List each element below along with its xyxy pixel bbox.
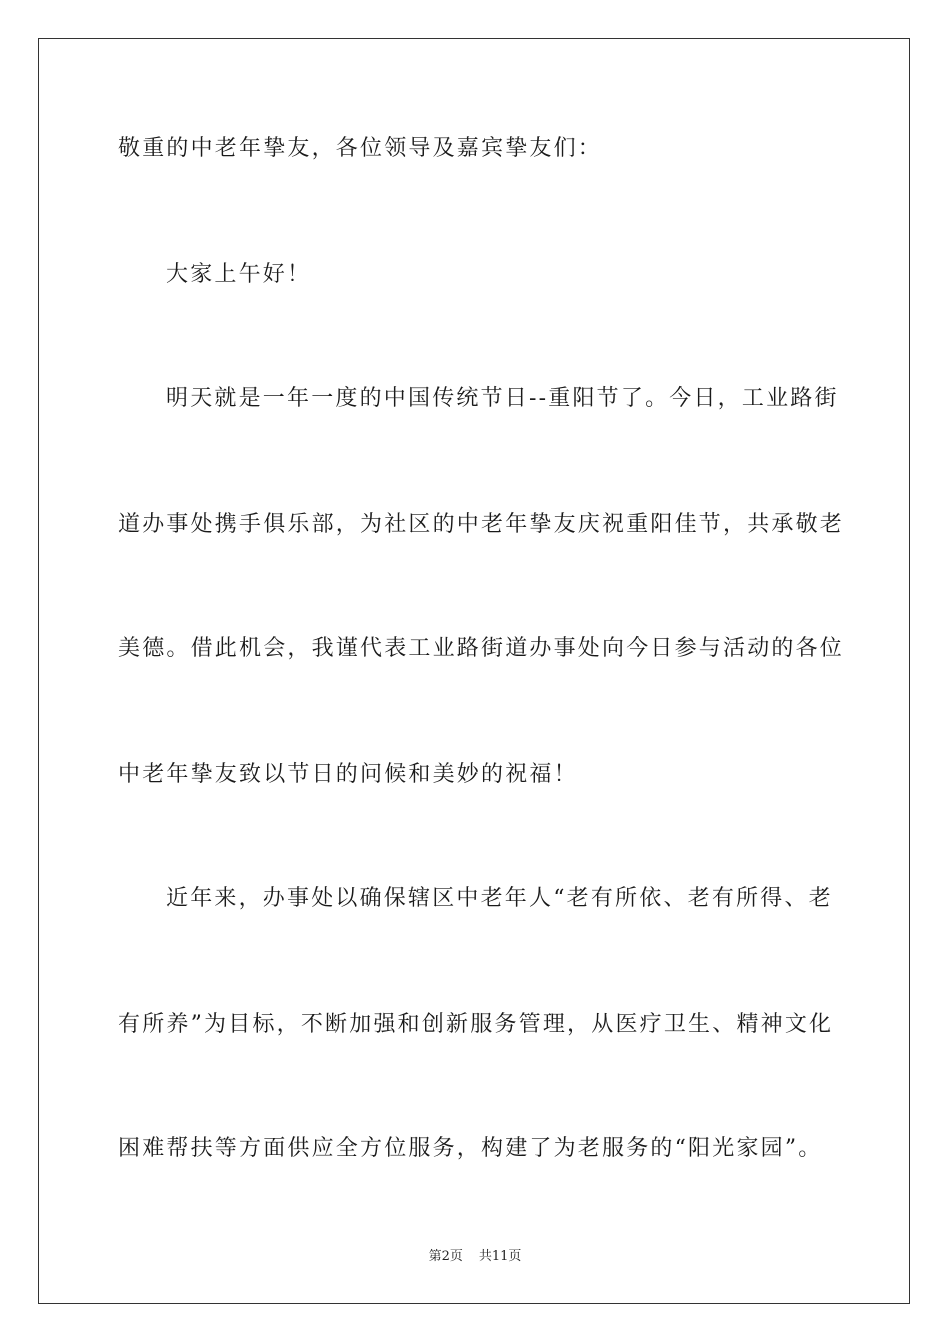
page-number: 第2页 (428, 1249, 463, 1264)
paragraph-line: 近年来，办事处以确保辖区中老年人“老有所依、老有所得、老 (166, 886, 833, 911)
paragraph-line: 中老年挚友致以节日的问候和美妙的祝福！ (118, 762, 578, 787)
greeting-line: 大家上午好！ (166, 262, 312, 287)
page-frame (38, 38, 910, 1304)
salutation-line: 敬重的中老年挚友，各位领导及嘉宾挚友们： (118, 136, 603, 161)
paragraph-line: 困难帮扶等方面供应全方位服务，构建了为老服务的“阳光家园”。 (118, 1136, 823, 1161)
paragraph-line: 道办事处携手俱乐部，为社区的中老年挚友庆祝重阳佳节，共承敬老 (118, 512, 845, 537)
paragraph-line: 美德。借此机会，我谨代表工业路街道办事处向今日参与活动的各位 (118, 636, 845, 661)
paragraph-line: 明天就是一年一度的中国传统节日--重阳节了。今日，工业路街 (166, 386, 839, 411)
page-footer (0, 1248, 950, 1266)
paragraph-line: 有所养”为目标，不断加强和创新服务管理，从医疗卫生、精神文化 (118, 1012, 834, 1037)
page-total: 共11页 (478, 1249, 522, 1264)
